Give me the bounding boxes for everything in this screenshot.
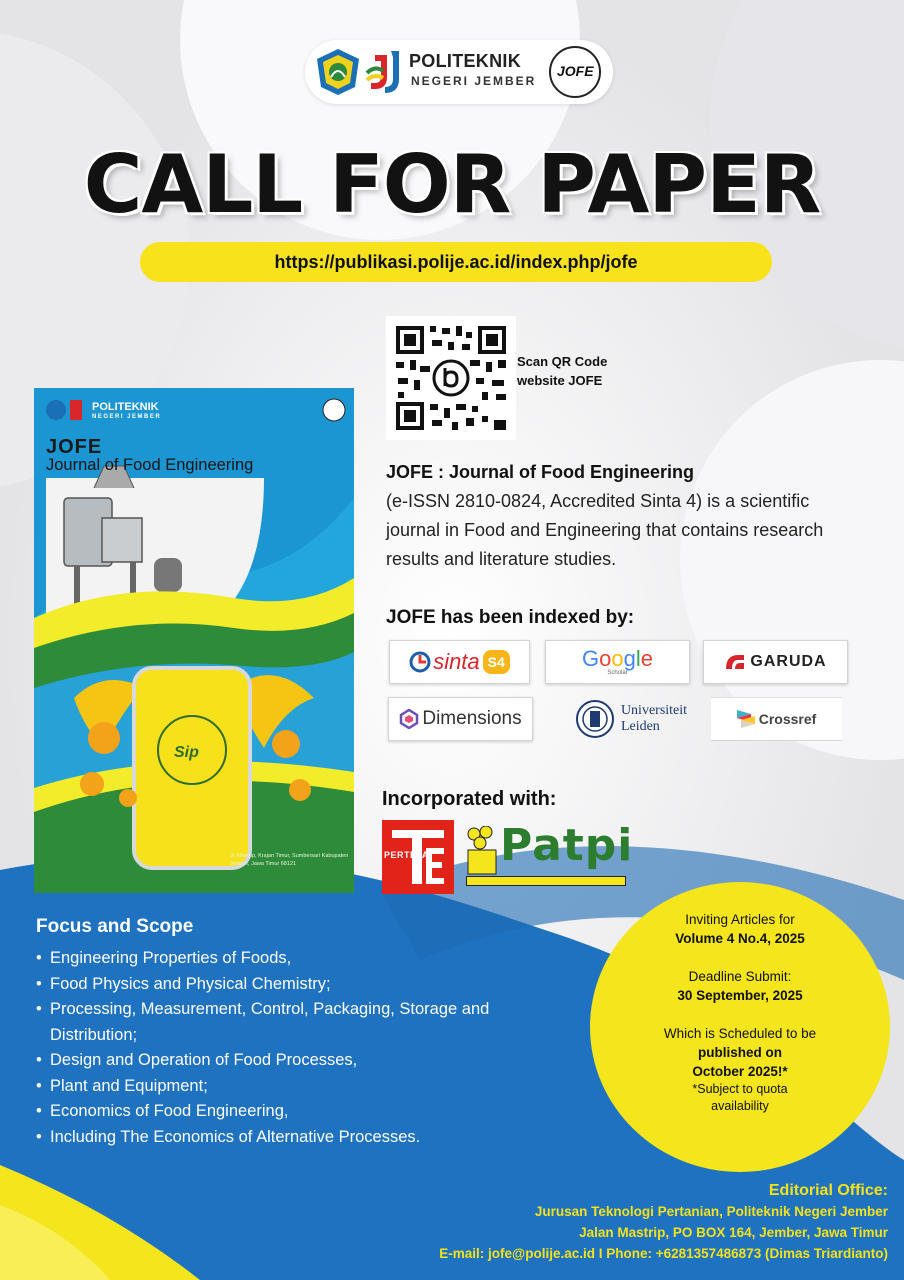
- editorial-office: [439, 1180, 888, 1264]
- google-scholar-badge[interactable]: [545, 640, 690, 684]
- cover-institution-sub: NEGERI JEMBER: [92, 414, 162, 420]
- sinta-icon: [409, 651, 431, 673]
- journal-url[interactable]: https://publikasi.polije.ac.id/index.php/jofe: [140, 242, 772, 282]
- footer-title: Editorial Office:: [768, 1182, 888, 1199]
- garuda-label: GARUDA: [750, 653, 827, 670]
- cover-institution: POLITEKNIK: [92, 401, 159, 413]
- invitation-text: [600, 910, 880, 1115]
- footer-line1: Jurusan Teknologi Pertanian, Politeknik Negeri Jember: [534, 1204, 888, 1219]
- crossref-icon: [737, 708, 755, 730]
- journal-description: [386, 458, 866, 574]
- leiden-line1: Universiteit: [620, 703, 688, 718]
- quota-note-line2: availability: [711, 1099, 769, 1113]
- patpi-underline: [466, 876, 626, 886]
- footer-contact[interactable]: E-mail: jofe@polije.ac.id I Phone: +6281357486873 (Dimas Triardianto): [439, 1246, 888, 1261]
- quota-note-line1: *Subject to quota: [692, 1082, 788, 1096]
- focus-item: • Processing, Measurement, Control, Packaging, Storage and Distribution;: [36, 997, 556, 1048]
- journal-name: JOFE : Journal of Food Engineering: [386, 462, 695, 482]
- focus-item: • Plant and Equipment;: [36, 1074, 556, 1100]
- focus-item: • Engineering Properties of Foods,: [36, 946, 556, 972]
- cover-journal-abbr: JOFE: [46, 436, 103, 458]
- polije-logo-icon: [365, 49, 405, 95]
- cover-address: Jl. Mastrip, Krajan Timur, Sumbersari Kabupaten Jember, Jawa Timur 68121: [230, 853, 349, 867]
- journal-cover: [34, 388, 354, 893]
- scheduled-text: Which is Scheduled to be: [663, 1026, 817, 1041]
- invite-line1: Inviting Articles for: [685, 912, 795, 927]
- header-logo-bar: [305, 40, 613, 104]
- published-line2: October 2025!*: [692, 1064, 788, 1079]
- google-label: Google: [581, 646, 653, 671]
- cover-cup-text: Sip: [174, 744, 199, 761]
- focus-item: • Economics of Food Engineering,: [36, 1099, 556, 1125]
- patpi-icon: [466, 826, 500, 878]
- focus-item: • Food Physics and Physical Chemistry;: [36, 972, 556, 998]
- sinta-level: S4: [483, 650, 510, 674]
- jofe-seal-icon: [549, 46, 601, 98]
- perteta-logo[interactable]: [382, 820, 454, 894]
- sinta-label: sinta: [433, 649, 480, 674]
- focus-list: [36, 946, 556, 1150]
- dimensions-badge[interactable]: [388, 697, 533, 741]
- institution-name: POLITEKNIK: [409, 51, 522, 71]
- deadline-label: Deadline Submit:: [688, 969, 792, 984]
- garuda-icon: [724, 653, 746, 671]
- leiden-line2: Leiden: [620, 719, 660, 734]
- qr-caption-line1: Scan QR Code: [517, 354, 608, 369]
- institution-subname: NEGERI JEMBER: [411, 74, 537, 88]
- focus-title: Focus and Scope: [36, 916, 194, 937]
- leiden-seal-icon: [575, 699, 615, 739]
- dimensions-icon: [399, 709, 419, 729]
- incorporated-title: Incorporated with:: [382, 788, 557, 810]
- footer-line2: Jalan Mastrip, PO BOX 164, Jember, Jawa Timur: [579, 1225, 888, 1240]
- qr-code-icon: [386, 316, 516, 440]
- crossref-badge[interactable]: [711, 697, 842, 741]
- google-scholar-sub: Scholar: [607, 670, 628, 676]
- page-title: CALL FOR PAPER: [83, 138, 821, 231]
- dimensions-label: Dimensions: [422, 708, 522, 729]
- qr-caption: [517, 352, 607, 390]
- patpi-logo[interactable]: [466, 820, 634, 888]
- garuda-badge[interactable]: [703, 640, 848, 684]
- published-line1: published on: [698, 1045, 782, 1060]
- perteta-label: PERTETA: [384, 850, 429, 860]
- patpi-label: Patpi: [500, 820, 634, 871]
- journal-description-text: (e-ISSN 2810-0824, Accredited Sinta 4) is a scientific journal in Food and Engineering that contains research results and literature studies.: [386, 491, 824, 569]
- qr-caption-line2: website JOFE: [517, 373, 603, 388]
- jofe-seal-text: JOFE: [557, 63, 594, 79]
- sinta-badge[interactable]: [389, 640, 530, 684]
- qr-code[interactable]: [386, 316, 516, 440]
- focus-item: • Including The Economics of Alternative Processes.: [36, 1125, 556, 1151]
- leiden-badge[interactable]: [556, 697, 706, 741]
- focus-item: • Design and Operation of Food Processes,: [36, 1048, 556, 1074]
- cover-journal-name: Journal of Food Engineering: [46, 456, 254, 474]
- indexed-title: JOFE has been indexed by:: [386, 607, 635, 628]
- ministry-emblem-icon: [313, 47, 363, 97]
- crossref-label: Crossref: [758, 711, 817, 727]
- deadline-date: 30 September, 2025: [677, 988, 803, 1003]
- invite-volume: Volume 4 No.4, 2025: [675, 931, 805, 946]
